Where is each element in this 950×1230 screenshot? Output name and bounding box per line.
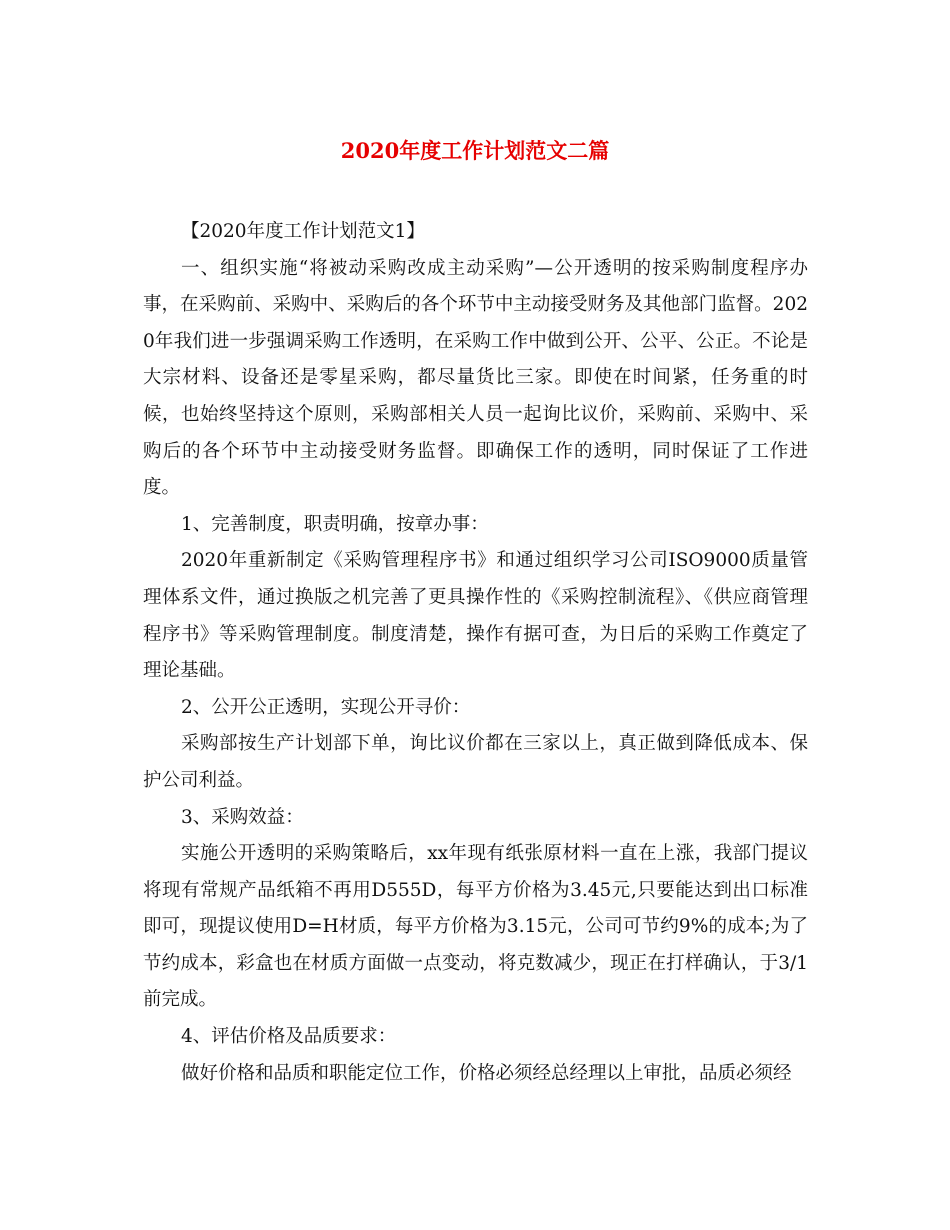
body-paragraph: 实施公开透明的采购策略后，xx年现有纸张原材料一直在上涨，我部门提议将现有常规产品纸箱不再用D555D，每平方价格为3.45元,只要能达到出口标准即可，现提议使用D=H材质，每平方价格为3.15元，公司可节约9%的成本;为了节约成本，彩盒也在材质方面做一点变动，将克数减少，现正在打样确认，于3/1前完成。 xyxy=(143,843,808,1011)
subsection-heading: 3、采购效益： xyxy=(181,806,304,828)
subsection-heading: 4、评估价格及品质要求： xyxy=(181,1026,397,1048)
body-paragraph: 2020年重新制定《采购管理程序书》和通过组织学习公司ISO9000质量管理体系文件，通过换版之机完善了更具操作性的《采购控制流程》、《供应商管理程序书》等采购管理制度。制度清楚，操作有据可查，为日后的采购工作奠定了理论基础。 xyxy=(143,550,808,682)
section-heading: 【2020年度工作计划范文1】 xyxy=(181,221,425,242)
subsection-heading: 1、完善制度，职责明确，按章办事： xyxy=(181,513,489,535)
body-paragraph: 一、组织实施“将被动采购改成主动采购”—公开透明的按采购制度程序办事，在采购前、采购中、采购后的各个环节中主动接受财务及其他部门监督。2020年我们进一步强调采购工作透明，在采购工作中做到公开、公平、公正。不论是大宗材料、设备还是零星采购，都尽量货比三家。即使在时间紧，任务重的时候，也始终坚持这个原则，采购部相关人员一起询比议价，采购前、采购中、采购后的各个环节中主动接受财务监督。即确保工作的透明，同时保证了工作进度。 xyxy=(143,257,808,499)
subsection-heading: 2、公开公正透明，实现公开寻价： xyxy=(181,696,471,718)
document-body xyxy=(143,214,808,1092)
body-paragraph: 做好价格和品质和职能定位工作，价格必须经总经理以上审批，品质必须经 xyxy=(181,1062,792,1084)
body-paragraph: 采购部按生产计划部下单，询比议价都在三家以上，真正做到降低成本、保护公司利益。 xyxy=(143,733,808,791)
document-title: 2020年度工作计划范文二篇 xyxy=(340,138,610,163)
